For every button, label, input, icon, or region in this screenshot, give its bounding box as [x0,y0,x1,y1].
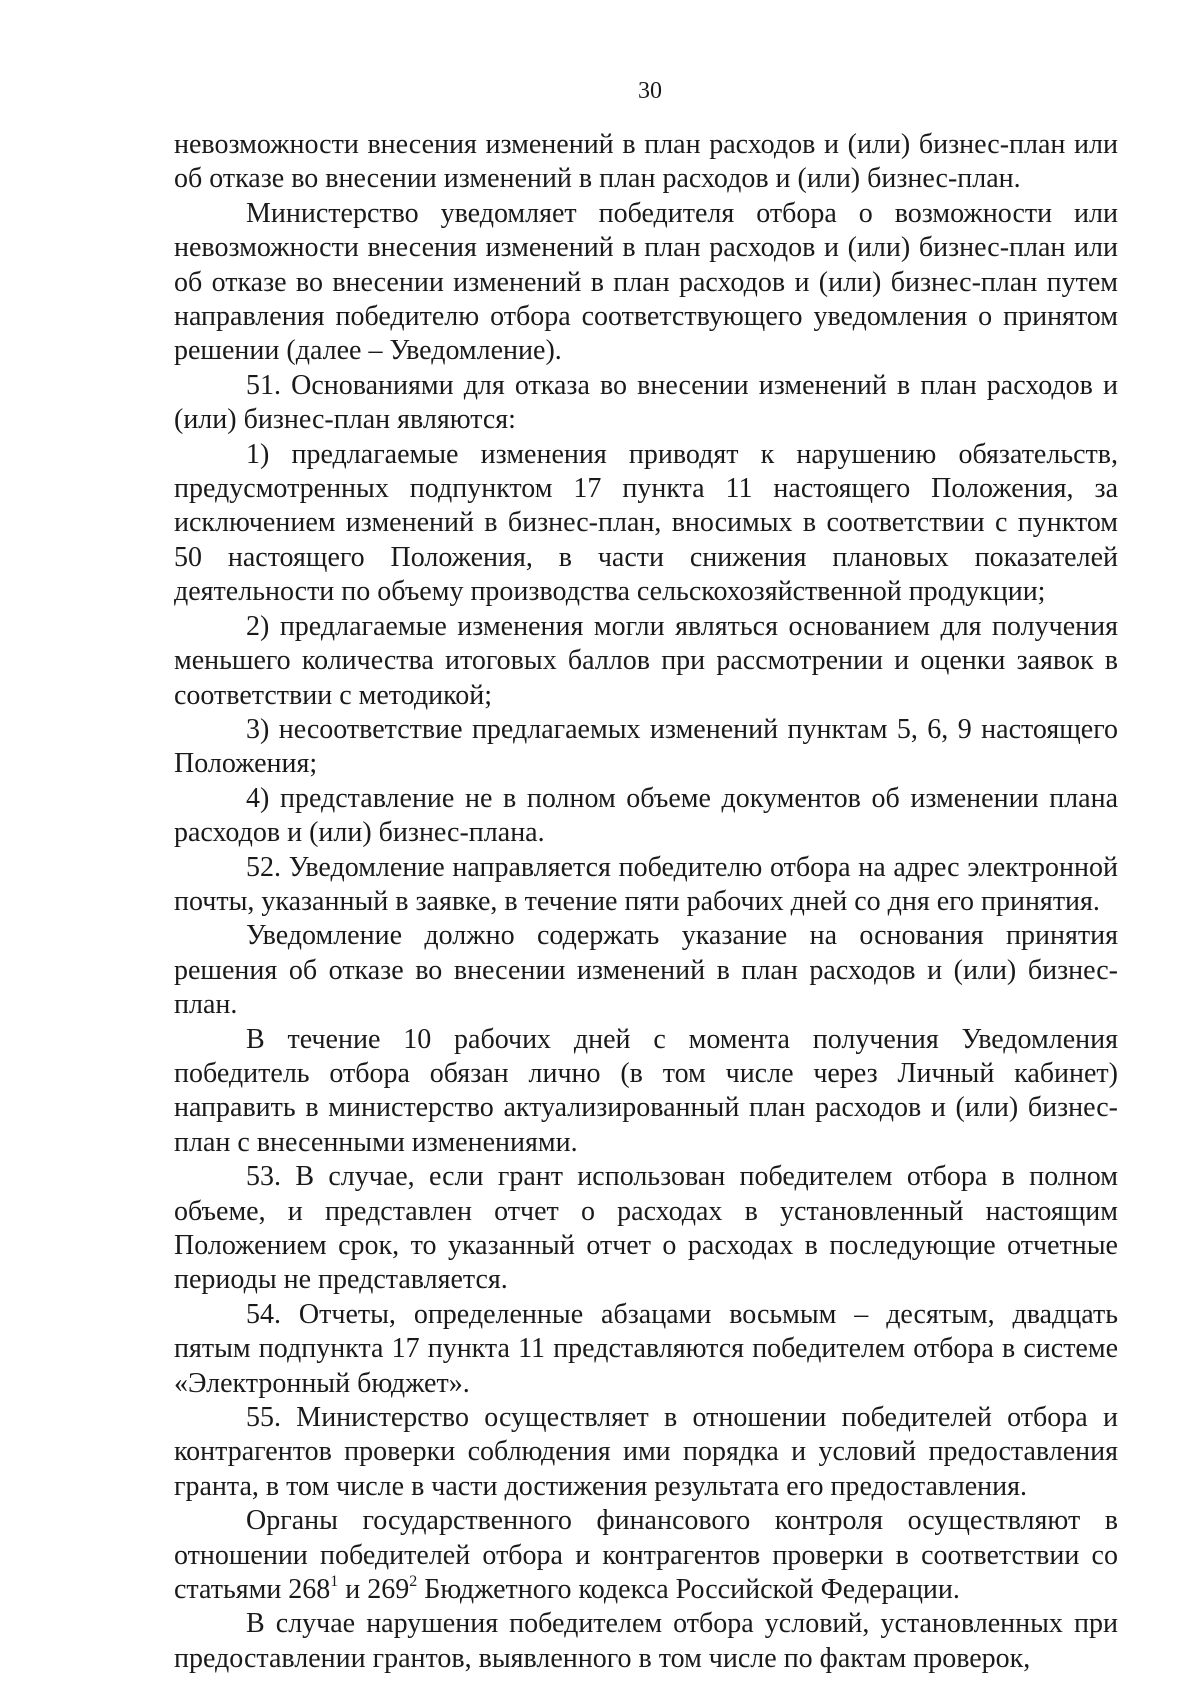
paragraph-54: 54. Отчеты, определенные абзацами восьмым – десятым, двадцать пятым подпункта 17 пункта 11 представляются победителем отбора в системе «Электронный бюджет». [174,1298,1118,1399]
audit-text-after: Бюджетного кодекса Российской Федерации. [417,1574,960,1606]
page-number: 30 [638,78,662,104]
document-body [174,128,1118,1676]
paragraph-51-item-4: 4) представление не в полном объеме документов об изменении плана расходов и (или) бизнес-плана. [174,782,1118,849]
paragraph-52: 52. Уведомление направляется победителю отбора на адрес электронной почты, указанный в заявке, в течение пяти рабочих дней со дня его принятия. [174,851,1118,917]
audit-text-middle: и 269 [338,1574,410,1606]
paragraph-final: В случае нарушения победителем отбора условий, установленных при предоставлении грантов, выявленного в том числе по фактам проверок, [174,1608,1118,1674]
paragraph-51-item-1: 1) предлагаемые изменения приводят к нарушению обязательств, предусмотренных подпунктом 17 пункта 11 настоящего Положения, за исключением изменений в бизнес-план, вносимых в соответствии с пунктом 50 настоящего Положения, в части снижения плановых показателей деятельности по объему производства сельскохозяйственной продукции; [174,438,1118,608]
paragraph-51: 51. Основаниями для отказа во внесении изменений в план расходов и (или) бизнес-план являются: [174,369,1118,436]
paragraph-2: Министерство уведомляет победителя отбора о возможности или невозможности внесения изменений в план расходов и (или) бизнес-план или об отказе во внесении изменений в план расходов и (или) бизнес-план путем направления победителю отбора соответствующего уведомления о принятом решении (далее – Уведомление). [174,197,1118,367]
paragraph-51-item-2: 2) предлагаемые изменения могли являться основанием для получения меньшего количества итоговых баллов при рассмотрении и оценки заявок в соответствии с методикой; [174,610,1118,711]
paragraph-52-content: Уведомление должно содержать указание на основания принятия решения об отказе во внесении изменений в план расходов и (или) бизнес-план. [174,920,1118,1021]
footnote-marker-2: 2 [409,1573,418,1591]
paragraph-51-item-3: 3) несоответствие предлагаемых изменений пунктам 5, 6, 9 настоящего Положения; [174,713,1118,780]
paragraph-audit [174,1504,1118,1607]
paragraph-1: невозможности внесения изменений в план расходов и (или) бизнес-план или об отказе во внесении изменений в план расходов и (или) бизнес-план. [174,129,1118,195]
footnote-marker-1: 1 [330,1573,339,1591]
paragraph-53: 53. В случае, если грант использован победителем отбора в полном объеме, и представлен отчет о расходах в установленный настоящим Положением срок, то указанный отчет о расходах в последующие отчетные периоды не представляется. [174,1161,1118,1296]
audit-text-before: Органы государственного финансового контроля осуществляют в отношении победителей отбора и контрагентов проверки в соответствии со статьями 268 [174,1505,1118,1606]
paragraph-52-deadline: В течение 10 рабочих дней с момента получения Уведомления победитель отбора обязан лично (в том числе через Личный кабинет) направить в министерство актуализированный план расходов и (или) бизнес-план с внесенными изменениями. [174,1023,1118,1158]
paragraph-55: 55. Министерство осуществляет в отношении победителей отбора и контрагентов проверки соблюдения ими порядка и условий предоставления гранта, в том числе в части достижения результата его предоставления. [174,1402,1118,1502]
